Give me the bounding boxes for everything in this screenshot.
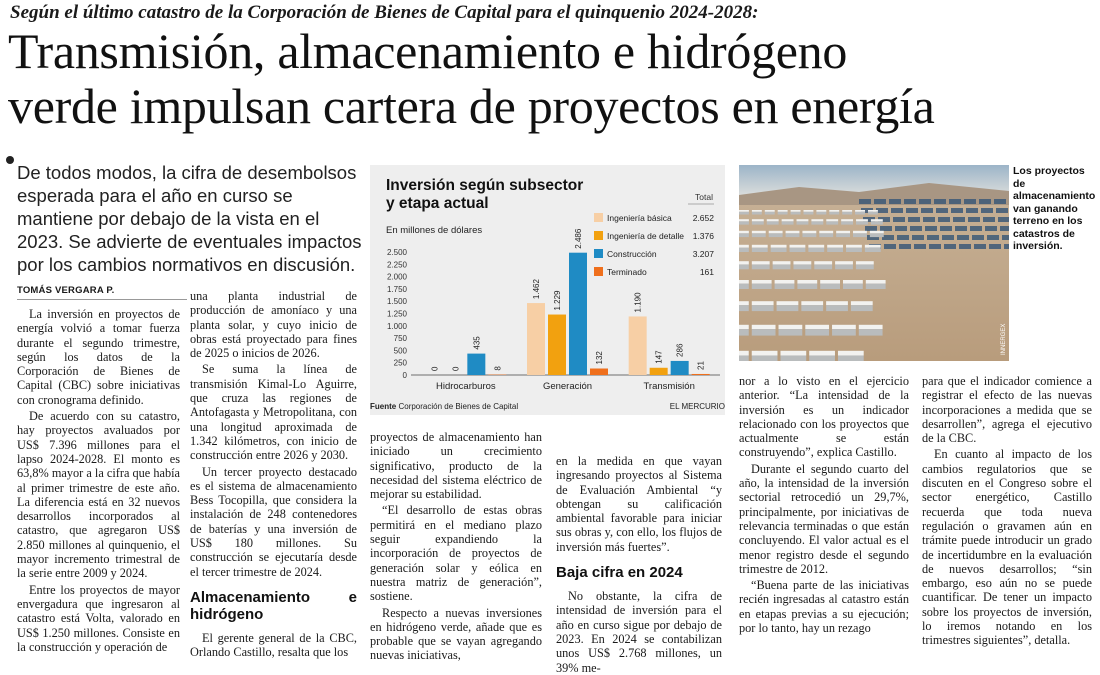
paragraph: una planta industrial de producción de amoníaco y una planta solar, y cuyo inicio de obras está proyectado para fines de 2025 o inicios de 2026. <box>190 289 357 360</box>
headline-line-2: verde impulsan cartera de proyectos en energía <box>8 79 1098 134</box>
chart-unit-label: En millones de dólares <box>386 225 482 236</box>
y-tick-label: 1.750 <box>387 285 408 294</box>
data-label: 286 <box>676 343 685 357</box>
y-tick-label: 750 <box>394 334 408 343</box>
column-1 <box>17 307 180 654</box>
outlet-label: EL MERCURIO <box>670 402 725 411</box>
y-tick-label: 1.500 <box>387 297 408 306</box>
bar <box>548 315 566 375</box>
kicker: Según el último catastro de la Corporación de Bienes de Capital para el quinquenio 2024-2028: <box>10 2 1090 24</box>
data-label: 147 <box>655 350 664 364</box>
chart-source <box>370 402 725 411</box>
legend-label: Ingeniería básica <box>607 213 672 223</box>
data-label: 435 <box>472 336 481 350</box>
legend-swatch <box>594 267 603 276</box>
bullet-dot <box>6 156 14 164</box>
y-tick-label: 2.000 <box>387 273 408 282</box>
data-label: 0 <box>430 366 439 371</box>
legend-label: Construcción <box>607 249 657 259</box>
battery-storage-photo <box>739 165 1009 361</box>
data-label: 1.462 <box>532 278 541 299</box>
paragraph: En cuanto al impacto de los cambios regulatorios que se discuten en el Congreso sobre el sector energético, Castillo recuerda que toda nueva regulación o gravamen aún en trámite puede introducir un grado de incertidumbre en la evaluación de nuevos desarrollos; “sin embargo, eso aún no se puede cuantificar. De tener un impacto sobre los proyectos de inversión, lo iremos notando en los trimestres siguientes”, detalla. <box>922 447 1092 647</box>
bar <box>569 253 587 375</box>
paragraph: Se suma la línea de transmisión Kimal-Lo Aguirre, que cruza las regiones de Antofagasta y Metropolitana, con una longitud aproximada de 1.342 kilómetros, con inicio de construcción entre 2026 y 2030. <box>190 362 357 462</box>
subhead-almacenamiento: Almacenamiento e hidrógeno <box>190 589 357 623</box>
paragraph: Durante el segundo cuarto del año, la intensidad de la inversión sectorial retrocedió un 29,7%, principalmente, por iniciativas de relevancia terminadas o que están concluyendo. El valor actual es el menor registro desde el segundo trimestre de 2012. <box>739 462 909 576</box>
photo-credit: INNERGEX <box>1001 324 1007 355</box>
lead-paragraph: De todos modos, la cifra de desembolsos esperada para el año en curso se mantiene por debajo de la vista en el 2023. Se advierte de eventuales impactos por los cambios normativos en discusión. <box>17 161 362 276</box>
source-note <box>370 402 518 411</box>
bar <box>671 361 689 375</box>
legend-total: 1.376 <box>693 231 715 241</box>
column-3 <box>370 430 542 663</box>
x-tick-label: Hidrocarburos <box>436 381 496 392</box>
legend-swatch <box>594 213 603 222</box>
legend-label: Ingeniería de detalle <box>607 231 684 241</box>
legend-label: Terminado <box>607 267 647 277</box>
data-label: 1.190 <box>634 292 643 313</box>
paragraph: “Buena parte de las iniciativas recién ingresadas al catastro están en etapas previas a su ejecución; por lo tanto, hay un rezago <box>739 578 909 635</box>
column-5 <box>739 374 909 635</box>
bar <box>590 369 608 375</box>
y-tick-label: 0 <box>403 371 408 380</box>
data-label: 8 <box>493 366 502 371</box>
column-2 <box>190 289 357 660</box>
bar <box>650 368 668 375</box>
legend-swatch <box>594 231 603 240</box>
legend-total: 161 <box>700 267 714 277</box>
byline: TOMÁS VERGARA P. <box>17 285 187 300</box>
paragraph: La inversión en proyectos de energía volvió a tomar fuerza durante el segundo trimestre, según los datos de la Corporación de Bienes de Capital (CBC) sobre iniciativas con cronograma definido. <box>17 307 180 407</box>
column-4 <box>556 454 722 675</box>
y-tick-label: 500 <box>394 346 408 355</box>
photo-caption: Los proyectos de almacenamiento van ganando terreno en los catastros de inversión. <box>1013 165 1095 253</box>
legend-total-header: Total <box>695 192 713 202</box>
column-6 <box>922 374 1092 648</box>
paragraph: Entre los proyectos de mayor envergadura que ingresaron al catastro está Volta, valorado en US$ 1.250 millones. Consiste en la construcción y operación de <box>17 583 180 654</box>
paragraph: Respecto a nuevas inversiones en hidrógeno verde, añade que es probable que se vayan agregando nuevas iniciativas, <box>370 606 542 663</box>
y-tick-label: 250 <box>394 359 408 368</box>
paragraph: para que el indicador comience a registrar el efecto de las nuevas incorporaciones a medida que se desarrollen”, agrega el ejecutivo de la CBC. <box>922 374 1092 445</box>
source-label: Fuente <box>370 402 396 411</box>
headline-line-1: Transmisión, almacenamiento e hidrógeno <box>8 24 1098 79</box>
paragraph: proyectos de almacenamiento han iniciado un crecimiento significativo, producto de la necesidad del sistema eléctrico de mejorar su estabilidad. <box>370 430 542 501</box>
bar <box>692 374 710 375</box>
chart-title: Inversión según subsector y etapa actual <box>386 177 586 213</box>
bar <box>467 354 485 375</box>
legend-total: 3.207 <box>693 249 715 259</box>
y-tick-label: 1.250 <box>387 310 408 319</box>
data-label: 0 <box>451 366 460 371</box>
paragraph: Un tercer proyecto destacado es el sistema de almacenamiento Bess Tocopilla, que considera la instalación de 248 contenedores de baterías y una inversión de US$ 180 millones. Su construcción se ejecutaría desde el tercer trimestre de 2024. <box>190 465 357 579</box>
paragraph: No obstante, la cifra de intensidad de inversión para el año en curso sigue por debajo de 2023. En 2024 se contabilizan unos US$ 2.768 millones, un 39% me- <box>556 589 722 675</box>
data-label: 132 <box>595 351 604 365</box>
y-tick-label: 2.250 <box>387 260 408 269</box>
paragraph: De acuerdo con su catastro, hay proyectos avaluados por US$ 7.396 millones para el lapso 2024-2028. El monto es 63,8% mayor a la cifra que había al primer trimestre de este año. La diferencia está en 32 nuevos desarrollos incorporados al catastro, que agregaron US$ 2.850 millones al quinquenio, el mayor incremento trimestral de la serie entre 2009 y 2024. <box>17 409 180 581</box>
legend-total: 2.652 <box>693 213 715 223</box>
x-tick-label: Transmisión <box>643 381 694 392</box>
paragraph: en la medida en que vayan ingresando proyectos al Sistema de Evaluación Ambiental “y obtengan su calificación ambiental favorable para iniciar sus obras y, con ello, los flujos de inversión más fuertes”. <box>556 454 722 554</box>
data-label: 1.229 <box>553 290 562 311</box>
bar <box>629 316 647 375</box>
subhead-baja-cifra: Baja cifra en 2024 <box>556 564 722 581</box>
data-label: 21 <box>697 361 706 370</box>
x-tick-label: Generación <box>543 381 592 392</box>
y-tick-label: 2.500 <box>387 248 408 257</box>
source-text: Corporación de Bienes de Capital <box>398 402 518 411</box>
data-label: 2.486 <box>574 228 583 249</box>
legend-swatch <box>594 249 603 258</box>
paragraph: El gerente general de la CBC, Orlando Castillo, resalta que los <box>190 631 357 660</box>
paragraph: nor a lo visto en el ejercicio anterior. “La intensidad de la inversión es un indicador relacionado con los proyectos que actualmente se están construyendo”, explica Castillo. <box>739 374 909 460</box>
bar-chart <box>370 165 725 401</box>
headline <box>8 24 1098 134</box>
y-tick-label: 1.000 <box>387 322 408 331</box>
paragraph: “El desarrollo de estas obras permitirá en el mediano plazo seguir expandiendo la incorporación de proyectos de generación solar y eólica en nuestra matriz de generación”, sostiene. <box>370 503 542 603</box>
bar <box>527 303 545 375</box>
